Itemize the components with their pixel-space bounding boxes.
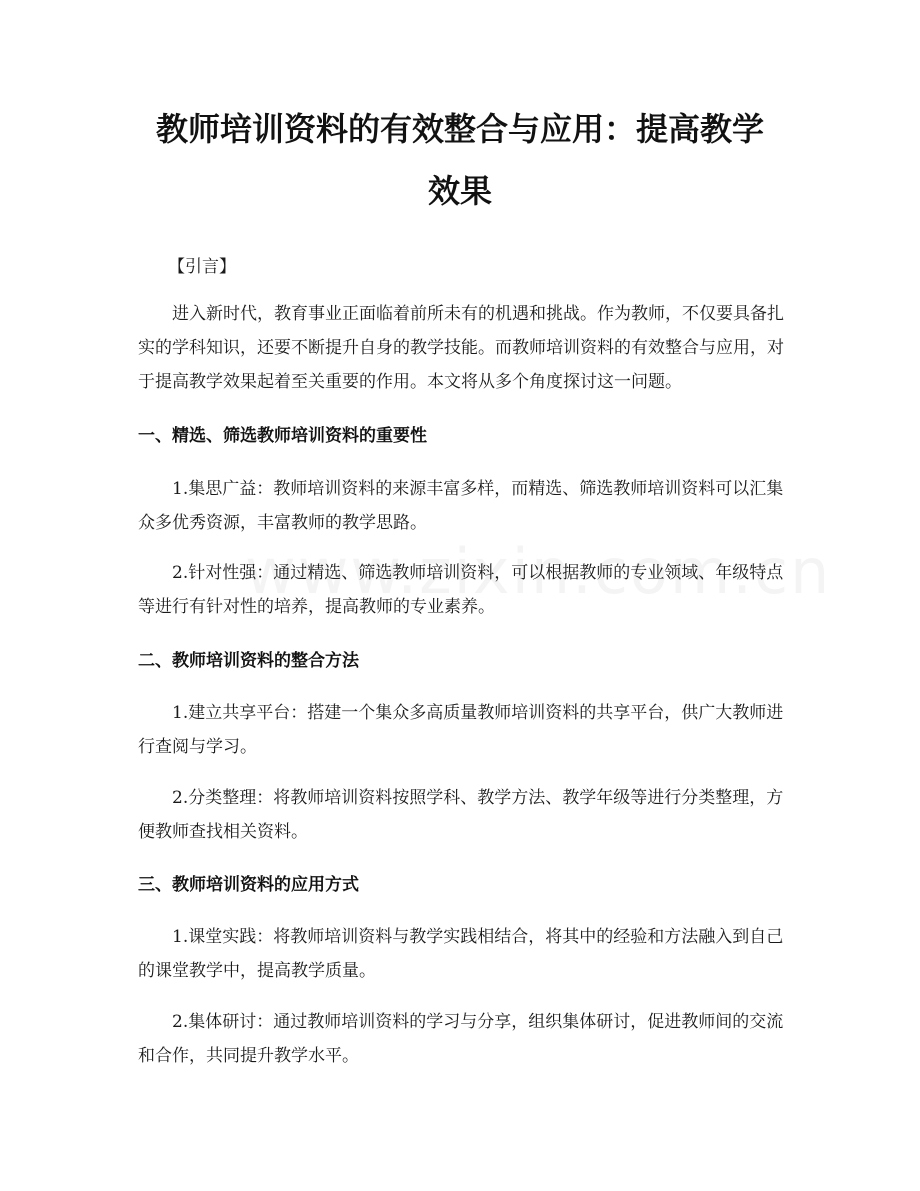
section-heading-2: 二、教师培训资料的整合方法 (138, 651, 359, 671)
section-1-paragraph-1: 1.集思广益：教师培训资料的来源丰富多样，而精选、筛选教师培训资料可以汇集众多优秀资源，丰富教师的教学思路。 (138, 479, 784, 533)
intro-paragraph: 进入新时代，教育事业正面临着前所未有的机遇和挑战。作为教师，不仅要具备扎实的学科知识，还要不断提升自身的教学技能。而教师培训资料的有效整合与应用，对于提高教学效果起着至关重要的作用。本文将从多个角度探讨这一问题。 (138, 304, 784, 392)
section-3-paragraph-2: 2.集体研讨：通过教师培训资料的学习与分享，组织集体研讨，促进教师间的交流和合作，共同提升教学水平。 (138, 1012, 784, 1066)
intro-label: 【引言】 (168, 257, 236, 277)
section-heading-3: 三、教师培训资料的应用方式 (138, 875, 359, 895)
section-heading-1: 一、精选、筛选教师培训资料的重要性 (138, 426, 427, 446)
section-3-paragraph-1: 1.课堂实践：将教师培训资料与教学实践相结合，将其中的经验和方法融入到自己的课堂教学中，提高教学质量。 (138, 927, 784, 981)
section-2-paragraph-2: 2.分类整理：将教师培训资料按照学科、教学方法、教学年级等进行分类整理，方便教师查找相关资料。 (138, 788, 784, 842)
document-title-line2: 效果 (427, 172, 492, 210)
section-2-paragraph-1: 1.建立共享平台：搭建一个集众多高质量教师培训资料的共享平台，供广大教师进行查阅与学习。 (138, 703, 784, 757)
section-1-paragraph-2: 2.针对性强：通过精选、筛选教师培训资料，可以根据教师的专业领域、年级特点等进行有针对性的培养，提高教师的专业素养。 (138, 563, 784, 617)
document-title-line1: 教师培训资料的有效整合与应用：提高教学 (155, 110, 764, 148)
